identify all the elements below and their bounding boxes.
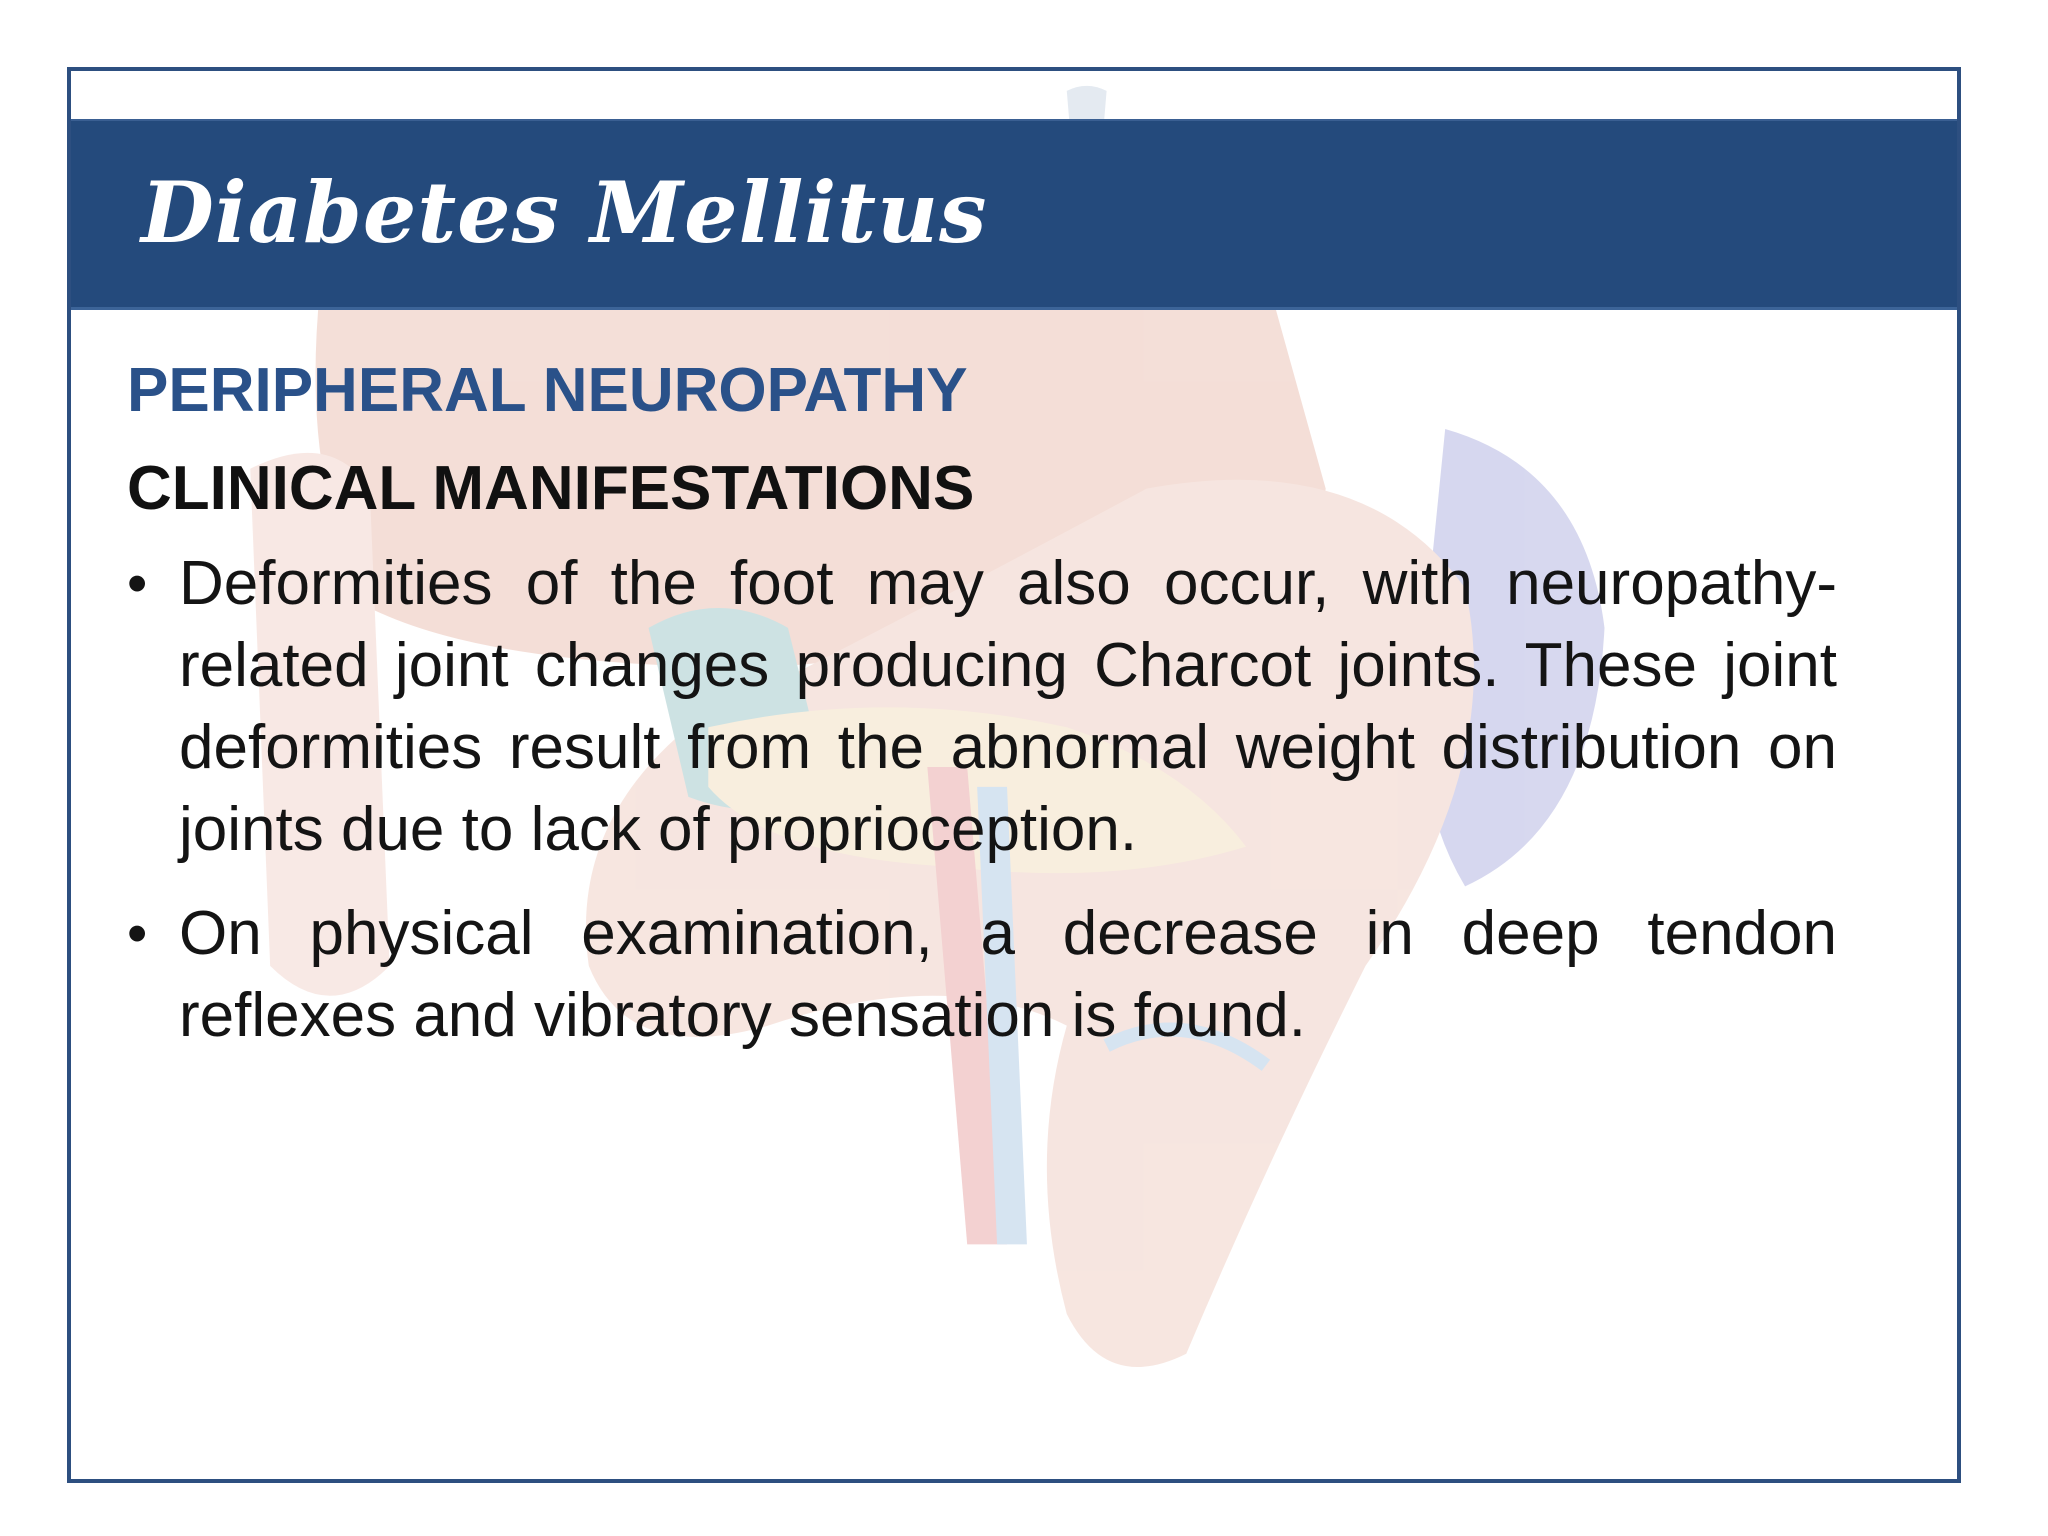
- title-bar: [71, 119, 1957, 310]
- bullet-marker: •: [127, 901, 148, 966]
- bullet-item: [127, 893, 1837, 1057]
- bullet-marker: •: [127, 551, 148, 616]
- bullet-item: [127, 543, 1837, 871]
- section-heading: CLINICAL MANIFESTATIONS: [127, 454, 975, 523]
- slide-title: Diabetes Mellitus: [141, 163, 988, 262]
- bullet-text: On physical examination, a decrease in deep tendon reflexes and vibratory sensation is found.: [179, 899, 1837, 1050]
- slide-frame: [67, 67, 1961, 1483]
- bullet-list: [127, 543, 1837, 1057]
- slide-content: [127, 341, 1837, 1079]
- bullet-text: Deformities of the foot may also occur, with neuropathy-related joint changes producing Charcot joints. These joint deformities result from the abnormal weight distribution on joints due to lack of proprioception.: [179, 549, 1837, 864]
- subtitle: PERIPHERAL NEUROPATHY: [127, 356, 968, 425]
